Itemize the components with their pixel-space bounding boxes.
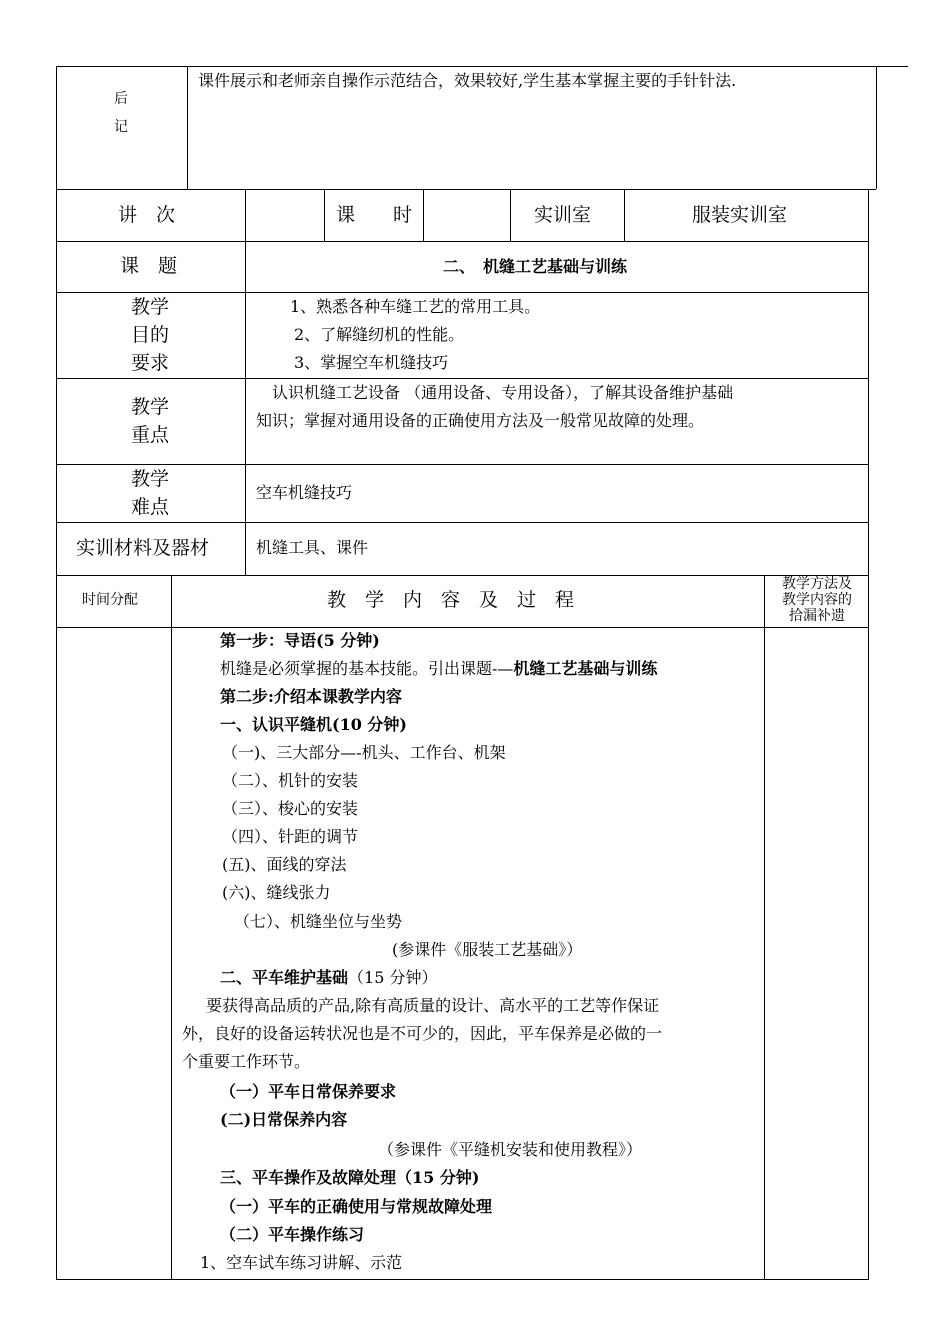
jiangci-label: 讲 次 [118,204,176,226]
bottom-border-line [56,1279,869,1280]
row-line [56,522,868,523]
section1-item: （七）、机缝坐位与坐势 [234,912,403,931]
section3-title: 三、平车操作及故障处理（15 分钟) [220,1168,480,1187]
mudi-item: 2、了解缝纫机的性能。 [294,325,465,344]
row-line [56,575,868,576]
step1-title: 第一步：导语(5 分钟) [220,631,380,650]
section1-item: (六)、缝线张力 [222,883,331,902]
row-line [56,464,868,465]
mudi-label-line: 教学 [131,296,170,318]
zhongdian-text-line: 认识机缝工艺设备 （通用设备、专用设备），了解其设备维护基础 [256,383,734,402]
time-allocation-header: 时间分配 [82,592,138,608]
section2-title: 二、平车维护基础（15 分钟） [220,968,438,987]
section2-sub1: （一）平车日常保养要求 [220,1082,397,1101]
row-line [56,241,868,242]
label-column-divider [245,189,246,575]
row-line [56,627,868,628]
shixunshi-label: 实训室 [534,204,592,226]
houji-text: 课件展示和老师亲自操作示范结合，效果较好,学生基本掌握主要的手针针法. [198,71,737,90]
section1-item: （三）、梭心的安装 [222,799,359,818]
section1-item: (五)、面线的穿法 [222,855,347,874]
header-divider [324,189,325,241]
mudi-label-line: 要求 [131,352,170,374]
section2-paragraph-line: 要获得高品质的产品,除有高质量的设计、高水平的工艺等作保证 [206,996,660,1015]
header-divider [423,189,424,241]
mudi-item: 1、熟悉各种车缝工艺的常用工具。 [290,297,541,316]
keti-label: 课 题 [120,255,178,277]
row-line [56,292,868,293]
keshi-label: 课 时 [336,204,413,226]
row-line [56,378,868,379]
houji-label-1: 后 [114,91,128,107]
keti-value: 二、 机缝工艺基础与训练 [443,257,628,276]
section1-item: （二）、机针的安装 [222,771,359,790]
section1-item: （一)、三大部分—-机头、工作台、机架 [222,743,506,762]
mudi-item: 3、掌握空车机缝技巧 [294,353,449,372]
time-column-header-divider [171,575,172,627]
top-border-line [56,66,908,67]
section2-paragraph-line: 外，良好的设备运转状况也是不可少的，因此，平车保养是必做的一 [182,1024,663,1043]
header-divider [510,189,511,241]
zhongdian-label-line: 重点 [131,424,170,446]
houji-right-border [876,66,877,189]
zhongdian-text-line: 知识；掌握对通用设备的正确使用方法及一般常见故障的处理。 [256,411,705,430]
shixunshi-value: 服装实训室 [692,204,788,226]
step2-title: 第二步:介绍本课教学内容 [220,687,402,706]
right-border-line [868,189,869,1280]
row-line [56,189,876,190]
section2-paragraph-line: 个重要工作环节。 [182,1052,311,1071]
nandian-value: 空车机缝技巧 [256,483,353,502]
houji-label-2: 记 [114,119,128,135]
section1-item: （四）、针距的调节 [222,827,359,846]
method-header-line: 拾漏补遗 [789,608,845,624]
section1-title: 一、认识平缝机(10 分钟) [220,715,407,734]
time-column-divider [171,627,172,1280]
section2-sub2: (二)日常保养内容 [220,1110,348,1129]
section3-item: 1、空车试车练习讲解、示范 [200,1253,403,1272]
nandian-label-line: 难点 [131,496,170,518]
zhongdian-label-line: 教学 [131,396,170,418]
section3-sub2: （二）平车操作练习 [220,1225,365,1244]
content-process-header: 教 学 内 容 及 过 程 [327,589,575,611]
cailiao-value: 机缝工具、课件 [256,538,369,557]
section2-reference: （参课件《平缝机安装和使用教程》） [378,1140,643,1159]
method-column-divider [764,575,765,1280]
nandian-label-line: 教学 [131,468,170,490]
method-header-line: 教学内容的 [782,592,852,608]
header-divider [624,189,625,241]
method-header-line: 教学方法及 [782,576,852,592]
houji-divider [187,66,188,189]
cailiao-label: 实训材料及器材 [76,537,210,559]
step1-text: 机缝是必须掌握的基本技能。引出课题-—机缝工艺基础与训练 [220,659,658,678]
section3-sub1: （一）平车的正确使用与常规故障处理 [220,1197,493,1216]
section1-reference: (参课件《服装工艺基础》） [392,940,583,959]
left-border-line [56,66,57,1279]
mudi-label-line: 目的 [131,324,170,346]
